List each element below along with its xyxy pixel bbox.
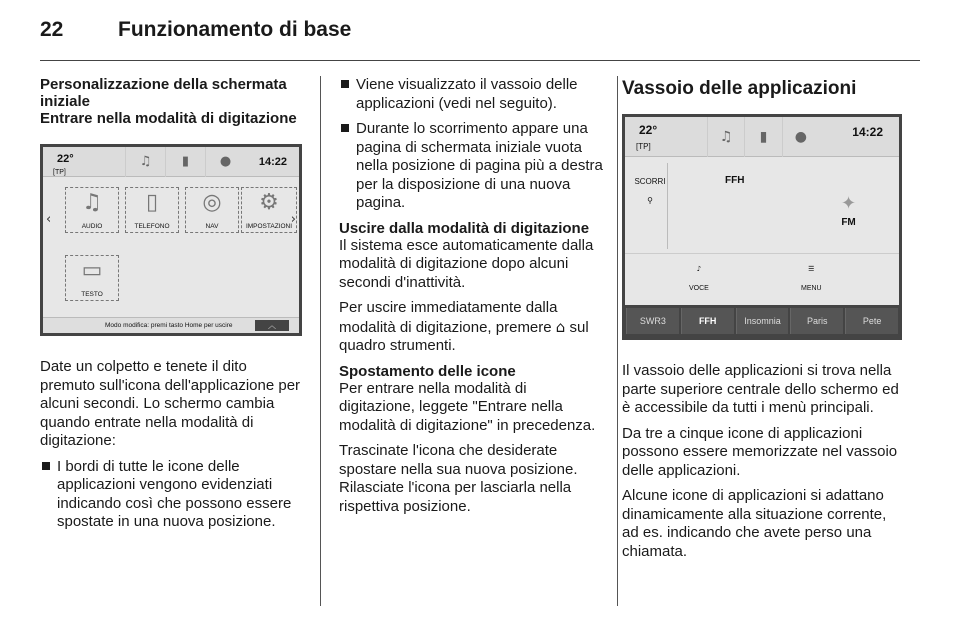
- phone-icon: ▯: [145, 190, 159, 215]
- compass-icon: ◎: [202, 190, 222, 215]
- page-header: [40, 18, 920, 58]
- bullet-marker: [341, 124, 349, 132]
- band-indicator: [841, 195, 856, 232]
- voice-icon: ♪: [696, 265, 702, 273]
- music-note-icon: ♫: [707, 117, 744, 157]
- menu-control: [801, 260, 822, 298]
- info-icon: ●: [782, 117, 819, 157]
- preset-button: FFH: [681, 308, 734, 334]
- tile-audio: [65, 187, 119, 233]
- paragraph: [339, 299, 603, 356]
- paragraph-text: Per uscire immediatamente dalla modalità di digitazione, premere: [339, 299, 558, 336]
- temperature: 22°: [57, 153, 74, 165]
- preset-bar: [625, 305, 899, 337]
- tile-impostazioni: [241, 187, 297, 233]
- clock: 14:22: [852, 125, 883, 139]
- gear-icon: ⚙: [259, 190, 279, 215]
- divider: [667, 163, 668, 249]
- station-name: FFH: [725, 175, 745, 186]
- scroll-control: [633, 173, 667, 210]
- phone-icon: ▮: [744, 117, 781, 157]
- message-icon: ▭: [81, 258, 103, 283]
- clock: 14:22: [258, 156, 287, 168]
- search-icon: ⚲: [647, 195, 653, 205]
- paragraph: Da tre a cinque icone di applicazioni possono essere memorizzate nel vassoio delle applicazioni.: [622, 424, 898, 479]
- list-item-text: Durante lo scorrimento appare una pagina di schermata iniziale vuota nella posizione di pagina più a destra per la disposizione di una nuova pagina.: [356, 120, 603, 211]
- tile-label: AUDIO: [81, 223, 103, 230]
- phone-icon: ▮: [165, 147, 205, 177]
- paragraph: Trascinate l'icona che desiderate spostare nella sua nuova posizione. Rilasciate l'icona per lasciarla nella rispettiva posizione.: [339, 442, 578, 515]
- screenshot-app-tray: [622, 114, 902, 340]
- arrow-left-icon: ‹: [46, 212, 52, 227]
- tile-telefono: [125, 187, 179, 233]
- paragraph: Il sistema esce automaticamente dalla modalità di digitazione dopo alcuni secondi d'inattività.: [339, 236, 594, 291]
- subsection-heading: Entrare nella modalità di digitazione: [40, 110, 297, 127]
- bullet-marker: [42, 462, 50, 470]
- app-tray: [125, 147, 245, 177]
- column-2: [339, 76, 603, 523]
- globe-icon: ●: [205, 147, 245, 177]
- voice-label: VOCE: [689, 284, 709, 292]
- tp-indicator: [TP]: [53, 169, 66, 176]
- arrow-right-icon: ›: [290, 212, 296, 227]
- action-bar: [625, 253, 899, 293]
- paragraph: Il vassoio delle applicazioni si trova nella parte superiore centrale dello schermo ed è accessibile da tutti i menù principali.: [622, 362, 899, 416]
- paragraph: Per entrare nella modalità di digitazione, leggete "Entrare nella modalità di digitazione" in precedenza.: [339, 379, 596, 434]
- tile-nav: [185, 187, 239, 233]
- tile-label: TELEFONO: [134, 223, 170, 230]
- bullet-marker: [341, 80, 349, 88]
- paragraph: Date un colpetto e tenete il dito premuto sull'icona dell'applicazione per alcuni secondi. Lo schermo cambia quando entrate nella modalità di digitazione:: [40, 358, 301, 449]
- list-item: [339, 76, 603, 113]
- band-label: FM: [841, 216, 856, 228]
- subsection-heading: Uscire dalla modalità di digitazione: [339, 219, 590, 237]
- tp-indicator: [TP]: [636, 142, 651, 151]
- column-separator: [617, 76, 618, 606]
- music-note-icon: ♫: [82, 190, 102, 215]
- page-number: 22: [40, 18, 64, 41]
- status-text: Modo modifica: premi tasto Home per uscire: [105, 322, 233, 329]
- preset-button: SWR3: [626, 308, 679, 334]
- bullet-list: [40, 458, 302, 532]
- status-bar: [43, 147, 299, 177]
- menu-label: MENU: [801, 284, 822, 292]
- preset-button: Pete: [845, 308, 898, 334]
- subsection-heading: Spostamento delle icone: [339, 362, 516, 380]
- column-1: [40, 76, 302, 539]
- preset-button: Paris: [790, 308, 843, 334]
- section-heading: Personalizzazione della schermata iniziale: [40, 76, 287, 110]
- screenshot-edit-mode: [40, 144, 302, 336]
- scroll-label: SCORRI: [634, 177, 666, 186]
- list-item-text: Viene visualizzato il vassoio delle applicazioni (vedi nel seguito).: [356, 76, 578, 112]
- column-separator: [320, 76, 321, 606]
- chevron-up-icon: ︿: [255, 320, 289, 331]
- voice-control: [689, 260, 709, 298]
- paragraph-text: sul quadro strumenti.: [339, 318, 589, 354]
- header-rule: [40, 60, 920, 61]
- list-item: [339, 120, 603, 213]
- list-item: [40, 458, 302, 532]
- list-item-text: I bordi di tutte le icone delle applicazioni vengono evidenziati indicando così che possono essere spostate in una nuova posizione.: [57, 457, 292, 530]
- menu-icon: ☰: [808, 265, 815, 273]
- bullet-list: [339, 76, 603, 213]
- tile-testo: [65, 255, 119, 301]
- preset-button: Insomnia: [736, 308, 789, 334]
- temperature: 22°: [639, 123, 658, 137]
- radio-icon: ✦: [841, 193, 857, 214]
- paragraph: Alcune icone di applicazioni si adattano dinamicamente alla situazione corrente, ad es. indicando che avete perso una chiamata.: [622, 487, 887, 560]
- page-title: Funzionamento di base: [118, 18, 352, 41]
- home-icon: ⌂: [555, 317, 566, 336]
- column-3: [622, 78, 902, 568]
- music-note-icon: ♫: [125, 147, 165, 177]
- status-bar: [625, 117, 899, 157]
- section-heading: Vassoio delle applicazioni: [622, 78, 857, 99]
- tile-label: IMPOSTAZIONI: [245, 223, 293, 230]
- tile-label: TESTO: [81, 291, 103, 298]
- app-tray: [707, 117, 819, 157]
- tile-label: NAV: [205, 223, 219, 230]
